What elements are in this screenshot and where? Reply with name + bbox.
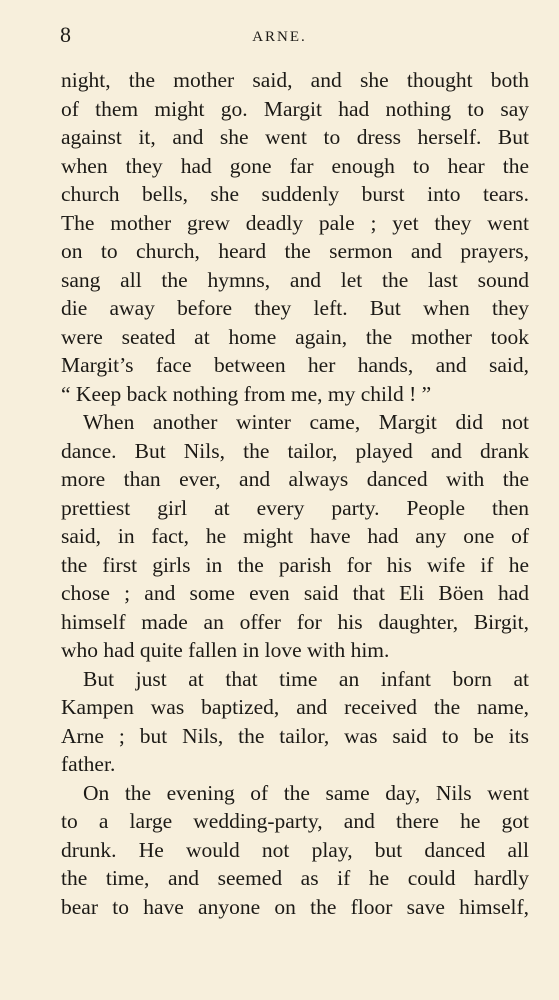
text-line: dance. But Nils, the tailor, played and drank (61, 438, 529, 463)
text-line: the time, and seemed as if he could hardly (61, 866, 529, 890)
paragraph (61, 408, 529, 665)
text-line: to a large wedding-party, and there he got (61, 809, 529, 833)
text-line: drunk. He would not play, but danced all (61, 837, 529, 862)
text-line: father. (61, 752, 116, 776)
text-line: on to church, heard the sermon and prayers, (61, 239, 529, 263)
paragraph (61, 779, 529, 922)
text-line: die away before they left. But when they (61, 296, 529, 320)
text-line: of them might go. Margit had nothing to say (61, 96, 529, 121)
text-line: Margit’s face between her hands, and said, (61, 353, 529, 377)
text-line: prettiest girl at every party. People then (61, 495, 529, 520)
body-text (61, 66, 529, 921)
text-line: On the evening of the same day, Nils went (83, 780, 529, 805)
text-line: himself made an offer for his daughter, Birgit, (61, 609, 529, 634)
text-line: said, in fact, he might have had any one of (61, 524, 529, 548)
text-line: when they had gone far enough to hear the (61, 153, 529, 178)
page-number: 8 (60, 22, 71, 47)
text-line: chose ; and some even said that Eli Böen had (61, 581, 529, 605)
text-line: bear to have anyone on the floor save himself, (61, 894, 529, 919)
text-line: were seated at home again, the mother took (61, 324, 529, 349)
text-line: against it, and she went to dress herself. But (61, 125, 529, 149)
text-line: When another winter came, Margit did not (83, 410, 529, 434)
text-line: the first girls in the parish for his wife if he (61, 552, 529, 577)
text-line: night, the mother said, and she thought both (61, 68, 529, 92)
text-line: church bells, she suddenly burst into tears. (61, 182, 529, 206)
text-line: more than ever, and always danced with the (61, 467, 529, 491)
paragraph (61, 66, 529, 408)
running-head: ARNE. (252, 29, 307, 45)
text-line: Arne ; but Nils, the tailor, was said to be its (61, 723, 529, 748)
text-line: sang all the hymns, and let the last sound (61, 267, 529, 292)
text-line: The mother grew deadly pale ; yet they went (61, 210, 529, 235)
text-line: “ Keep back nothing from me, my child ! ” (61, 381, 432, 406)
text-line: who had quite fallen in love with him. (61, 638, 390, 662)
text-line: Kampen was baptized, and received the name, (61, 695, 529, 719)
text-line: But just at that time an infant born at (83, 666, 529, 691)
paragraph (61, 665, 529, 779)
